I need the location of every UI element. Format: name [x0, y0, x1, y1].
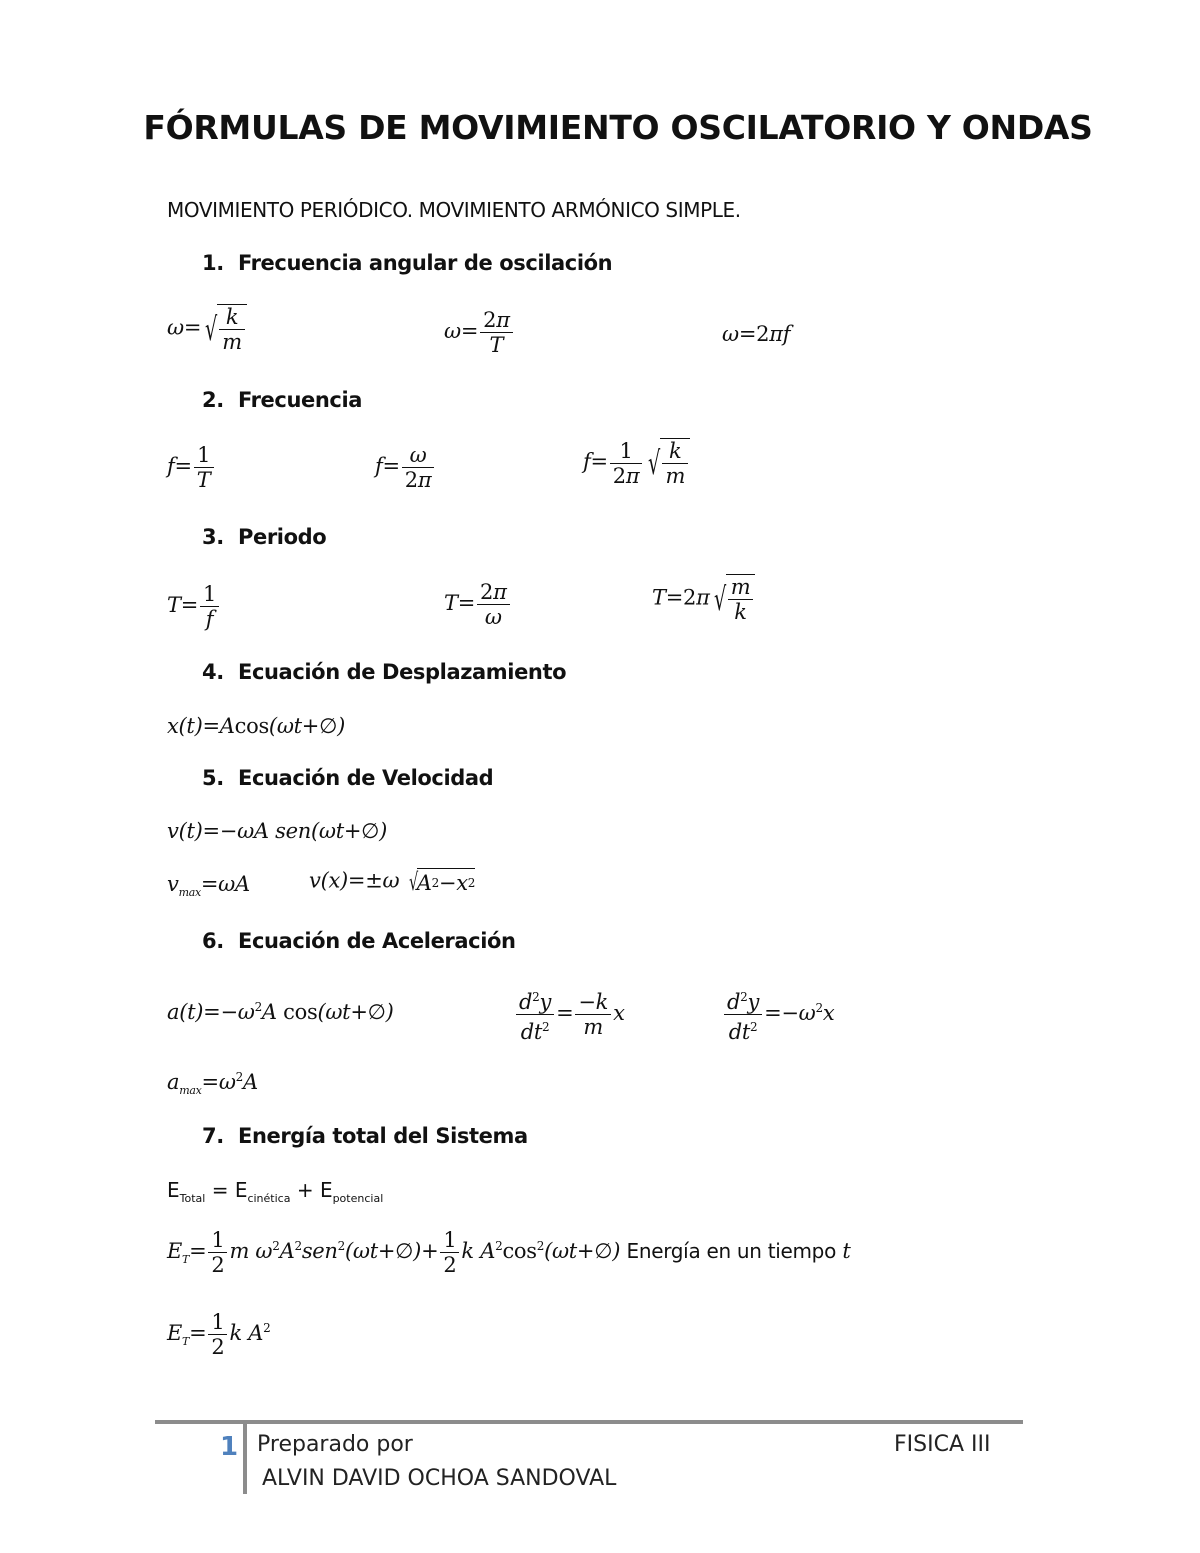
item-number: 2.	[202, 388, 224, 412]
formula-velocity: v(t)=−ωA sen(ωt+∅)	[167, 819, 388, 843]
course-name: FISICA III	[894, 1432, 991, 1457]
page-number: 1	[220, 1432, 239, 1462]
formula-T-freq: T= $\frac{1}{f}$	[167, 582, 221, 631]
formula-acc-diff-omega: $\frac{d^2y}{dt^2}$ $=-\omega^2x$	[722, 985, 834, 1044]
item-label: Periodo	[238, 525, 327, 549]
formula-displacement: x(t)=Acos(ωt+∅)	[167, 714, 345, 738]
item-number: 3.	[202, 525, 224, 549]
formula-f-omega: f= $\frac{\omega}{2\pi}$	[375, 443, 436, 492]
document-title: FÓRMULAS DE MOVIMIENTO OSCILATORIO Y ONDAS	[143, 108, 1093, 147]
energy-note: Energía en un tiempo	[626, 1239, 837, 1263]
formula-f-sqrt: f= $\frac{1}{2\pi}$ √ $\frac{k}{m}$	[583, 438, 690, 488]
formula-vmax: $v_{max}=\omega A$	[167, 872, 250, 900]
formula-velocity-x: v(x)=±ω √ A 2 − x 2	[309, 868, 476, 896]
author-name: ALVIN DAVID OCHOA SANDOVAL	[262, 1466, 617, 1491]
section-heading: MOVIMIENTO PERIÓDICO. MOVIMIENTO ARMÓNICO SIMPLE.	[167, 198, 741, 222]
item-number: 5.	[202, 766, 224, 790]
formula-acceleration: $a(t)=-\omega^2A$ cos(ωt+∅)	[167, 1000, 394, 1024]
item-heading-1	[202, 251, 612, 275]
item-label: Ecuación de Velocidad	[238, 766, 494, 790]
item-label: Frecuencia angular de oscilación	[238, 251, 613, 275]
item-label: Ecuación de Desplazamiento	[238, 660, 567, 684]
formula-energy-total: $E_T=$ $\frac{1}{2}$ k $A^2$	[167, 1310, 271, 1359]
item-heading-4	[202, 660, 566, 684]
item-label: Frecuencia	[238, 388, 363, 412]
item-number: 1.	[202, 251, 224, 275]
formula-omega-period: ω= $\frac{2\pi}{T}$	[444, 308, 515, 357]
formula-f-period: f= $\frac{1}{T}$	[167, 443, 216, 492]
prepared-by-label: Preparado por	[257, 1432, 413, 1457]
formula-energy-time: $E_T=$ $\frac{1}{2}$ m $\omega^2A^2sen^2(\omega t+\emptyset)+$ $\frac{1}{2}$ k $A^2\cos^2(\omega t+\emptyset)$ Energía en un tiempo t	[167, 1228, 851, 1277]
formula-amax: $a_{max}=\omega^2A$	[167, 1070, 258, 1098]
item-heading-6	[202, 929, 516, 953]
item-heading-3	[202, 525, 326, 549]
formula-T-omega: T= $\frac{2\pi}{\omega}$	[444, 580, 512, 629]
footer-divider	[243, 1424, 247, 1494]
formula-omega-sqrt: ω= √ $\frac{k}{m}$	[167, 304, 247, 354]
item-label: Ecuación de Aceleración	[238, 929, 516, 953]
formula-T-sqrt: T=2π √ $\frac{m}{k}$	[652, 574, 755, 624]
formula-acc-diff-k: $\frac{d^2y}{dt^2}$ = $\frac{-k}{m}$ x	[514, 985, 625, 1044]
item-number: 4.	[202, 660, 224, 684]
formula-energy-sum: $E_{Total} = E_{cinética} + E_{potencial}$	[167, 1178, 384, 1205]
item-label: Energía total del Sistema	[238, 1124, 528, 1148]
item-heading-2	[202, 388, 362, 412]
formula-omega-freq: ω=2πf	[722, 322, 791, 346]
item-number: 7.	[202, 1124, 224, 1148]
item-number: 6.	[202, 929, 224, 953]
footer-rule	[155, 1420, 1023, 1424]
item-heading-7	[202, 1124, 528, 1148]
energy-note-var: t	[842, 1239, 851, 1263]
item-heading-5	[202, 766, 493, 790]
